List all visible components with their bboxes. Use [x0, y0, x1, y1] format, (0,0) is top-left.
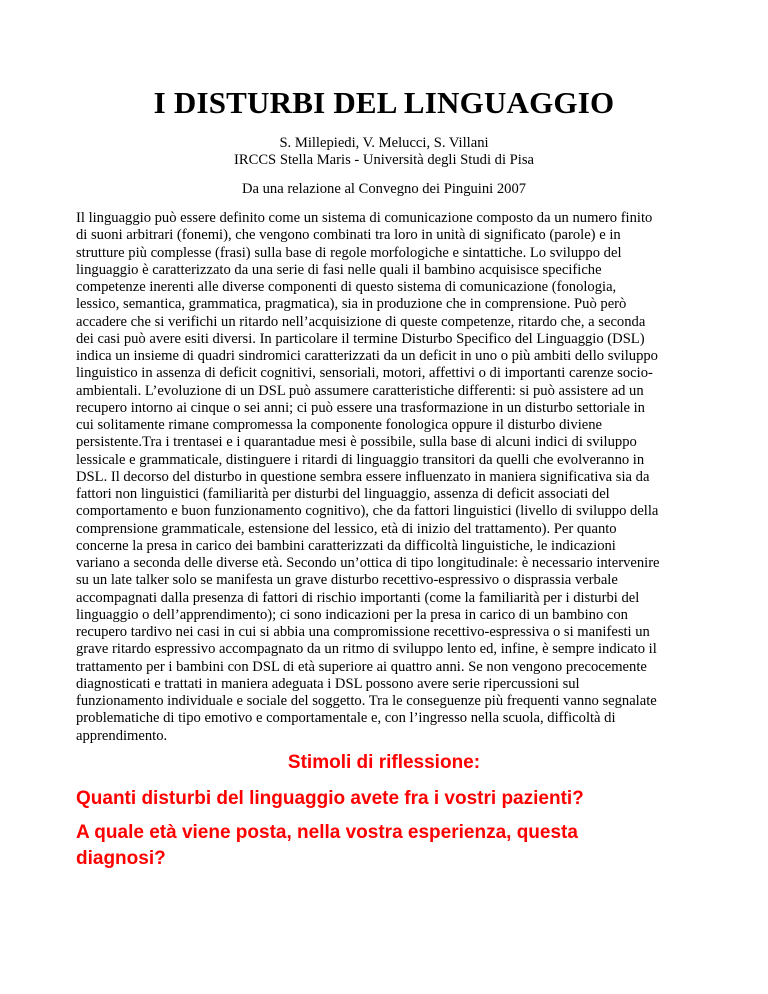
affiliation-line: IRCCS Stella Maris - Università degli Studi di Pisa — [234, 152, 534, 168]
body-line: problematiche di tipo emotivo e comportamentale e, con l’ingresso nella scuola, difficoltà di — [76, 710, 616, 727]
body-line: comprensione grammaticale, estensione del lessico, età di inizio del trattamento). Per quanto — [76, 520, 617, 537]
body-line: strutture più complesse (frasi) sulla base di regole morfologiche e sintattiche. Lo sviluppo del — [76, 244, 622, 261]
body-line: fattori non linguistici (familiarità per disturbi del linguaggio, assenza di deficit associati del — [76, 486, 610, 502]
question-2-line: A quale età viene posta, nella vostra esperienza, questa — [76, 822, 578, 843]
body-line: recupero tardivo nei casi in cui si abbia una compromissione recettivo-espressiva o si manifesti un — [76, 624, 650, 640]
body-paragraph — [76, 210, 694, 745]
reflection-heading: Stimoli di riflessione: — [287, 752, 481, 773]
body-line: lessico, semantica, grammatica, pragmatica), sia in produzione che in comprensione. Può però — [76, 296, 627, 313]
body-line: recupero intorno ai cinque o sei anni; ci può essere una trasformazione in un disturbo settoriale in — [76, 399, 645, 416]
authors-line: S. Millepiedi, V. Melucci, S. Villani — [279, 135, 489, 151]
reflection-question-2 — [76, 820, 716, 872]
body-line: linguaggio o dell’apprendimento); ci sono indicazioni per la presa in carico di un bambino con — [76, 606, 628, 623]
body-line: variano a seconda delle diverse età. Secondo un’ottica di tipo longitudinale: è necessario intervenire — [76, 555, 660, 571]
body-line: su un late talker solo se manifesta un grave disturbo recettivo-espressivo o disprassia verbale — [76, 572, 618, 589]
body-line: linguaggio è caratterizzato da una serie di fasi nelle quali il bambino acquisisce specifiche — [76, 261, 602, 278]
body-line: dei casi può avere esiti diversi. In particolare il termine Disturbo Specifico del Linguaggio (DSL) — [76, 330, 645, 347]
source-note: Da una relazione al Convegno dei Pinguini 2007 — [241, 181, 527, 197]
body-line: persistente.Tra i trentasei e i quarantadue mesi è possibile, sulla base di alcuni indici di sviluppo — [76, 434, 637, 451]
body-line: di suoni arbitrari (fonemi), che vengono combinati tra loro in unità di significato (parole) e in — [76, 227, 621, 244]
body-line: lessicale e grammaticale, distinguere i ritardi di linguaggio transitori da quelli che evolveranno in — [76, 451, 645, 468]
body-line: comportamento e buon funzionamento cognitivo), che da fattori linguistici (livello di sviluppo della — [76, 503, 659, 520]
body-line: Il linguaggio può essere definito come un sistema di comunicazione composto da un numero finito — [76, 210, 653, 226]
reflection-question-1: Quanti disturbi del linguaggio avete fra i vostri pazienti? — [76, 788, 584, 809]
body-line: linguistico in assenza di deficit cognitivi, sensoriali, motori, affettivi o di importanti carenze socio- — [76, 365, 653, 382]
body-line: ambientali. L’evoluzione di un DSL può assumere caratteristiche differenti: si può assistere ad un — [76, 382, 644, 399]
body-line: DSL. Il decorso del disturbo in questione sembra essere influenzato in maniera significativa sia da — [76, 468, 650, 485]
body-line: cui solitamente rimane compromessa la componente fonologica oppure il disturbo diviene — [76, 417, 603, 433]
body-line: diagnosticati e trattati in maniera adeguata i DSL possono avere serie ripercussioni sul — [76, 675, 580, 692]
body-line: concerne la presa in carico dei bambini caratterizzati da difficoltà linguistiche, le indicazioni — [76, 537, 616, 554]
body-line: trattamento per i bambini con DSL di età superiore ai quattro anni. Se non vengono precocemente — [76, 658, 647, 675]
question-2-line: diagnosi? — [76, 848, 166, 869]
document-title: I DISTURBI DEL LINGUAGGIO — [153, 85, 615, 120]
body-line: accadere che si verifichi un ritardo nell’acquisizione di queste competenze, ritardo che, a seconda — [76, 313, 646, 330]
body-line: accompagnati dalla presenza di fattori di rischio importanti (come la familiarità per i disturbi del — [76, 589, 640, 606]
body-line: apprendimento. — [76, 727, 168, 744]
body-line: indica un insieme di quadri sindromici caratterizzati da un deficit in uno o più ambiti dello sviluppo — [76, 348, 658, 364]
body-line: funzionamento individuale e sociale del soggetto. Tra le conseguenze più frequenti vanno segnalate — [76, 693, 657, 709]
body-line: grave ritardo espressivo accompagnato da un ritmo di sviluppo lento ed, infine, è sempre indicato il — [76, 641, 657, 658]
author-block — [0, 135, 768, 169]
body-line: competenze inerenti alle diverse componenti di questo sistema di comunicazione (fonologia, — [76, 279, 617, 295]
